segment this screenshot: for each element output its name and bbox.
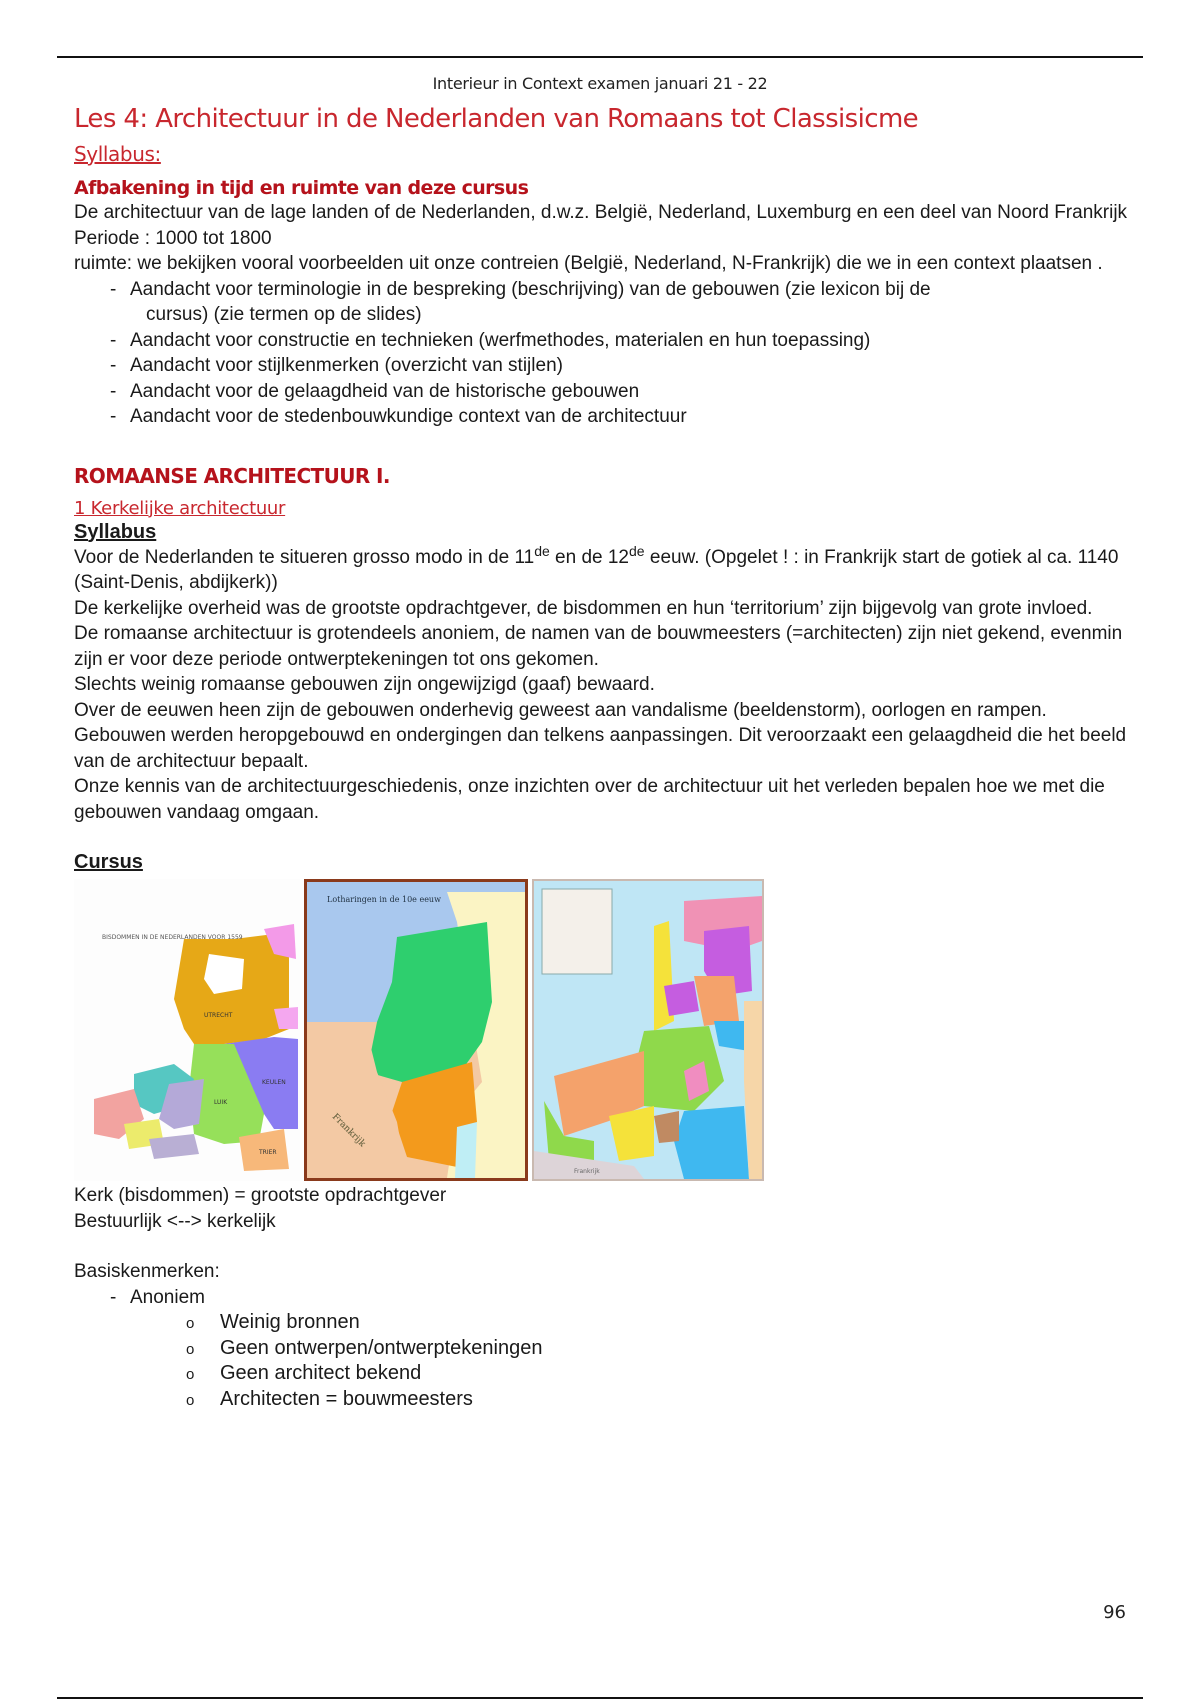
- map-bisdommen-image: [74, 879, 300, 1181]
- map-bisdommen-graphic: [74, 879, 300, 1181]
- svg-text:KEULEN: KEULEN: [262, 1079, 286, 1086]
- list-item-text: Weinig bronnen: [220, 1311, 360, 1333]
- circle-bullet-icon: o: [186, 1340, 195, 1358]
- page-number: 96: [1103, 1602, 1126, 1623]
- scope-bullet-list: [74, 277, 1134, 430]
- map-lotharingen-image: [304, 879, 528, 1181]
- list-item: [186, 1336, 1134, 1362]
- lesson-title: Les 4: Architectuur in de Nederlanden van Romaans tot Classisicme: [74, 104, 919, 134]
- list-item: [110, 353, 1134, 379]
- svg-text:TRIER: TRIER: [259, 1149, 277, 1156]
- circle-bullet-icon: o: [186, 1315, 195, 1332]
- list-item-text: Geen architect bekend: [220, 1362, 422, 1384]
- anonymous-sublist: [74, 1310, 1134, 1412]
- list-item: [110, 379, 1134, 405]
- dash-bullet: -: [110, 406, 117, 427]
- svg-text:Frankrijk: Frankrijk: [329, 1112, 368, 1150]
- scope-heading: Afbakening in tijd en ruimte van deze cursus: [74, 177, 529, 199]
- circle-bullet-icon: o: [186, 1391, 195, 1409]
- list-item-text: Aandacht voor terminologie in de bespreking (beschrijving) van de gebouwen (zie lexicon bij de: [130, 278, 931, 300]
- map-nederlanden-political-image: [532, 879, 764, 1181]
- syllabus-paragraph-layers: Over de eeuwen heen zijn de gebouwen onderhevig geweest aan vandalisme (beeldenstorm), oorlogen en rampen. Gebouwen werden heropgebouwd en ondergingen dan telkens aanpassingen. Dit veroorzaakt een gelaagdheid die het beeld van de architectuur bepaalt.: [74, 699, 1127, 772]
- syllabus-subheading: Syllabus: [74, 520, 157, 543]
- list-item: [110, 277, 1134, 328]
- text-run: eeuw. (Opgelet ! : in Frankrijk start de gotiek al ca. 1140 (Saint-Denis, abdijkerk)): [74, 546, 1119, 593]
- list-item: [110, 404, 1134, 430]
- syllabus-label: Syllabus:: [74, 142, 161, 166]
- cursus-subheading: Cursus: [74, 851, 143, 873]
- basics-label: Basiskenmerken:: [74, 1261, 220, 1282]
- list-item-text: Aandacht voor de gelaagdheid van de historische gebouwen: [130, 380, 640, 402]
- list-item-text: Aandacht voor constructie en technieken (werfmethodes, materialen en hun toepassing): [130, 329, 871, 351]
- map-lotharingen-graphic: [307, 882, 525, 1178]
- circle-bullet-icon: o: [186, 1366, 195, 1383]
- list-item-text: Aandacht voor de stedenbouwkundige context van de architectuur: [130, 406, 687, 427]
- syllabus-paragraph-knowledge: Onze kennis van de architectuurgeschiedenis, onze inzichten over de architectuur uit het verleden bepalen hoe we met die gebouwen vandaag omgaan.: [74, 776, 1105, 823]
- syllabus-paragraph-preserved: Slechts weinig romaanse gebouwen zijn ongewijzigd (gaaf) bewaard.: [74, 674, 655, 695]
- syllabus-paragraph-period: [74, 542, 1134, 596]
- church-client-line: Kerk (bisdommen) = grootste opdrachtgever: [74, 1185, 447, 1206]
- administrative-church-line: Bestuurlijk <--> kerkelijk: [74, 1210, 276, 1232]
- syllabus-paragraph-church: De kerkelijke overheid was de grootste opdrachtgever, de bisdommen en hun ‘territorium’ zijn bijgevolg van grote invloed.: [74, 597, 1093, 619]
- list-item: [186, 1310, 1134, 1336]
- scope-intro: De architectuur van de lage landen of de Nederlanden, d.w.z. België, Nederland, Luxemburg en een deel van Noord Frankrijk: [74, 202, 1128, 223]
- scope-space: ruimte: we bekijken vooral voorbeelden uit onze contreien (België, Nederland, N-Frankrijk) die we in een context plaatsen .: [74, 253, 1103, 274]
- dash-bullet: -: [110, 355, 117, 376]
- text-run: en de 12: [549, 546, 630, 568]
- list-item: [110, 1285, 1134, 1311]
- text-run: Voor de Nederlanden te situeren grosso modo in de 11: [74, 546, 535, 568]
- svg-text:BISDOMMEN IN DE NEDERLANDEN VO: BISDOMMEN IN DE NEDERLANDEN VOOR 1559: [102, 934, 243, 941]
- list-item: [110, 328, 1134, 354]
- list-item-text: Architecten = bouwmeesters: [220, 1387, 473, 1410]
- dash-bullet: -: [110, 278, 117, 300]
- dash-bullet: -: [110, 1286, 117, 1308]
- syllabus-paragraph-anonymous: De romaanse architectuur is grotendeels anoniem, de namen van de bouwmeesters (=architecten) zijn niet gekend, evenmin zijn er voor deze periode ontwerptekeningen tot ons gekomen.: [74, 623, 1123, 670]
- superscript: de: [534, 542, 550, 559]
- running-header: Interieur in Context examen januari 21 - 22: [432, 74, 768, 93]
- church-architecture-subheading: 1 Kerkelijke architectuur: [74, 497, 286, 519]
- map-gallery: [74, 879, 1134, 1181]
- basics-list: [74, 1285, 1134, 1311]
- scope-period: Periode : 1000 tot 1800: [74, 227, 272, 249]
- footer-rule: [57, 1697, 1143, 1699]
- svg-text:LUIK: LUIK: [214, 1099, 228, 1106]
- list-item: [186, 1387, 1134, 1413]
- list-item-text: Aandacht voor stijlkenmerken (overzicht van stijlen): [130, 355, 563, 376]
- dash-bullet: -: [110, 329, 117, 351]
- svg-text:Frankrijk: Frankrijk: [574, 1168, 600, 1175]
- list-item: [186, 1361, 1134, 1387]
- svg-text:Lotharingen in de 10e eeuw: Lotharingen in de 10e eeuw: [327, 895, 441, 904]
- svg-text:UTRECHT: UTRECHT: [204, 1012, 233, 1019]
- list-item-text: Geen ontwerpen/ontwerptekeningen: [220, 1336, 543, 1359]
- list-item-continuation: cursus) (zie termen op de slides): [146, 304, 422, 325]
- romanesque-heading: ROMAANSE ARCHITECTUUR I.: [74, 463, 390, 488]
- list-item-text: Anoniem: [130, 1286, 205, 1308]
- page-content: [74, 100, 1134, 1412]
- map-nederlanden-political-graphic: [534, 881, 762, 1179]
- header-rule: [57, 56, 1143, 58]
- dash-bullet: -: [110, 380, 117, 402]
- superscript: de: [629, 542, 645, 559]
